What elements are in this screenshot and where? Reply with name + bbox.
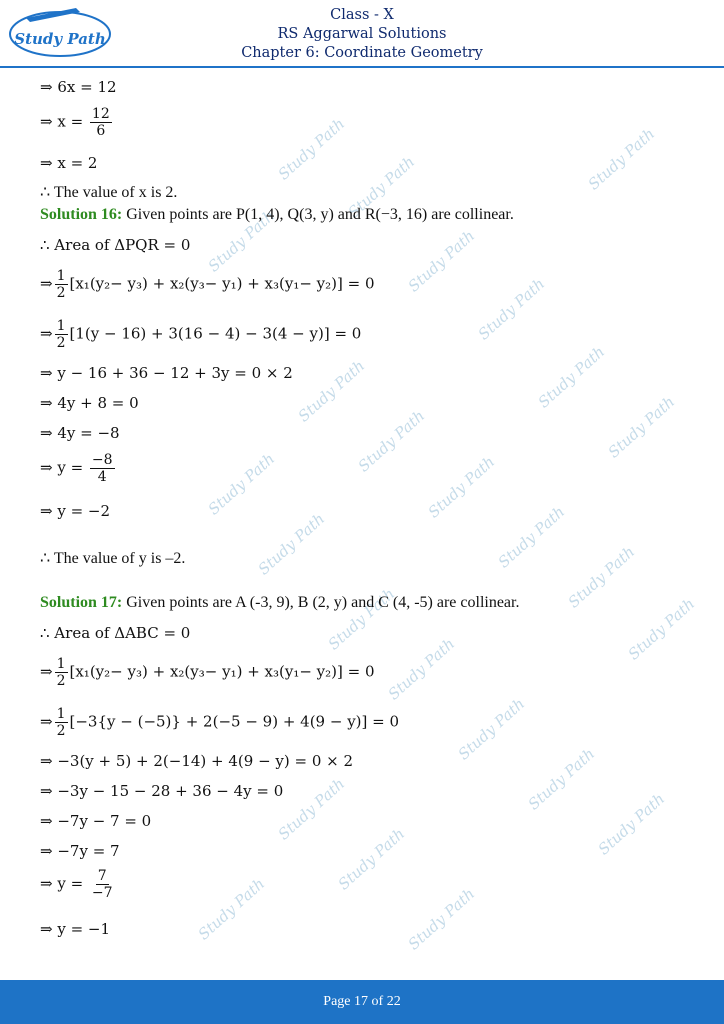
math-line (40, 452, 117, 485)
fraction-numerator: 12 (91, 106, 110, 122)
math-line: ⇒ −7y = 7 (40, 842, 120, 860)
fraction-denominator: −7 (91, 885, 113, 901)
fraction (55, 656, 68, 689)
math-line: ⇒ 6x = 12 (40, 78, 117, 96)
math-line: ∴ Area of ΔABC = 0 (40, 624, 191, 642)
fraction (55, 706, 68, 739)
fraction (90, 868, 115, 901)
math-line: ⇒ x = 2 (40, 154, 98, 172)
watermark: Study Path (564, 542, 639, 612)
solution-17-label: Solution 17: (40, 594, 123, 611)
fraction-numerator: 1 (56, 706, 66, 722)
watermark: Study Path (404, 226, 479, 296)
watermark: Study Path (274, 774, 349, 844)
implies-symbol: ⇒ (40, 662, 53, 681)
math-text: [x₁(y₂− y₃) + x₂(y₃− y₁) + x₃(y₁− y₂)] = 0 (69, 274, 375, 293)
watermark: Study Path (254, 509, 329, 579)
watermark: Study Path (324, 584, 399, 654)
implies-symbol: ⇒ (40, 712, 53, 731)
watermark: Study Path (384, 634, 459, 704)
page-of-label: of (368, 994, 387, 1009)
math-line: ⇒ y − 16 + 36 − 12 + 3y = 0 × 2 (40, 364, 293, 382)
fraction-numerator: 1 (56, 318, 66, 334)
page-footer (0, 980, 724, 1024)
fraction (90, 106, 112, 139)
math-line: ⇒ y = −2 (40, 502, 111, 520)
header-title (200, 6, 524, 63)
watermark: Study Path (604, 392, 679, 462)
solution-17-text: Given points are A (-3, 9), B (2, y) and C (4, -5) are collinear. (122, 594, 520, 611)
fraction-denominator: 4 (97, 469, 107, 485)
math-line: ⇒ y = −1 (40, 920, 111, 938)
solution-16-label: Solution 16: (40, 206, 123, 223)
page-current: 17 (354, 994, 369, 1009)
header-chapter: Chapter 6: Coordinate Geometry (241, 45, 483, 61)
math-line: ⇒ −7y − 7 = 0 (40, 812, 152, 830)
watermark: Study Path (594, 789, 669, 859)
solution-16-heading (40, 206, 514, 224)
watermark: Study Path (204, 206, 279, 276)
math-line: ⇒ 4y + 8 = 0 (40, 394, 139, 412)
solution-16-text: Given points are P(1, 4), Q(3, y) and R(−3, 16) are collinear. (122, 206, 514, 223)
formula-line (40, 706, 399, 739)
formula-line (40, 268, 375, 301)
math-line: ⇒ −3y − 15 − 28 + 36 − 4y = 0 (40, 782, 284, 800)
watermark: Study Path (524, 744, 599, 814)
fraction (55, 268, 68, 301)
watermark: Study Path (334, 824, 409, 894)
math-line: ⇒ −3(y + 5) + 2(−14) + 4(9 − y) = 0 × 2 (40, 752, 354, 770)
header-divider (0, 66, 724, 68)
header-class: Class - X (330, 7, 394, 23)
implies-symbol: ⇒ (40, 324, 53, 343)
fraction (90, 452, 115, 485)
study-path-logo (6, 4, 114, 62)
fraction-numerator: 1 (56, 268, 66, 284)
fraction-denominator: 2 (56, 285, 66, 301)
conclusion-line: ∴ The value of x is 2. (40, 184, 178, 201)
math-text: ⇒ y = (40, 458, 88, 477)
formula-line (40, 656, 375, 689)
fraction (55, 318, 68, 351)
watermark: Study Path (474, 274, 549, 344)
math-line: ⇒ 4y = −8 (40, 424, 120, 442)
watermark: Study Path (344, 152, 419, 222)
watermark: Study Path (204, 449, 279, 519)
math-text: [1(y − 16) + 3(16 − 4) − 3(4 − y)] = 0 (69, 324, 362, 343)
page-total: 22 (386, 994, 401, 1009)
logo-text: Study Path (14, 30, 106, 48)
page-label: Page (323, 994, 355, 1009)
math-line (40, 868, 117, 901)
conclusion-line: ∴ The value of y is –2. (40, 550, 186, 567)
page-header (0, 0, 724, 68)
fraction-denominator: 2 (56, 723, 66, 739)
watermark: Study Path (194, 874, 269, 944)
fraction-numerator: −8 (91, 452, 113, 468)
watermark: Study Path (274, 114, 349, 184)
fraction-denominator: 2 (56, 335, 66, 351)
solution-17-heading (40, 594, 519, 612)
header-book: RS Aggarwal Solutions (277, 26, 447, 42)
math-text: ⇒ x = (40, 112, 88, 131)
fraction-denominator: 6 (96, 123, 106, 139)
math-line (40, 106, 114, 139)
watermark: Study Path (294, 356, 369, 426)
formula-line (40, 318, 361, 351)
fraction-numerator: 7 (97, 868, 107, 884)
math-line: ∴ Area of ΔPQR = 0 (40, 236, 191, 254)
math-text: ⇒ y = (40, 874, 88, 893)
watermark: Study Path (534, 342, 609, 412)
watermark: Study Path (454, 694, 529, 764)
implies-symbol: ⇒ (40, 274, 53, 293)
fraction-denominator: 2 (56, 673, 66, 689)
fraction-numerator: 1 (56, 656, 66, 672)
math-text: [−3{y − (−5)} + 2(−5 − 9) + 4(9 − y)] = 0 (69, 712, 400, 731)
watermark: Study Path (424, 452, 499, 522)
watermark: Study Path (404, 884, 479, 954)
watermark: Study Path (494, 502, 569, 572)
watermark: Study Path (624, 594, 699, 664)
math-text: [x₁(y₂− y₃) + x₂(y₃− y₁) + x₃(y₁− y₂)] = 0 (69, 662, 375, 681)
watermark: Study Path (584, 124, 659, 194)
watermark: Study Path (354, 406, 429, 476)
